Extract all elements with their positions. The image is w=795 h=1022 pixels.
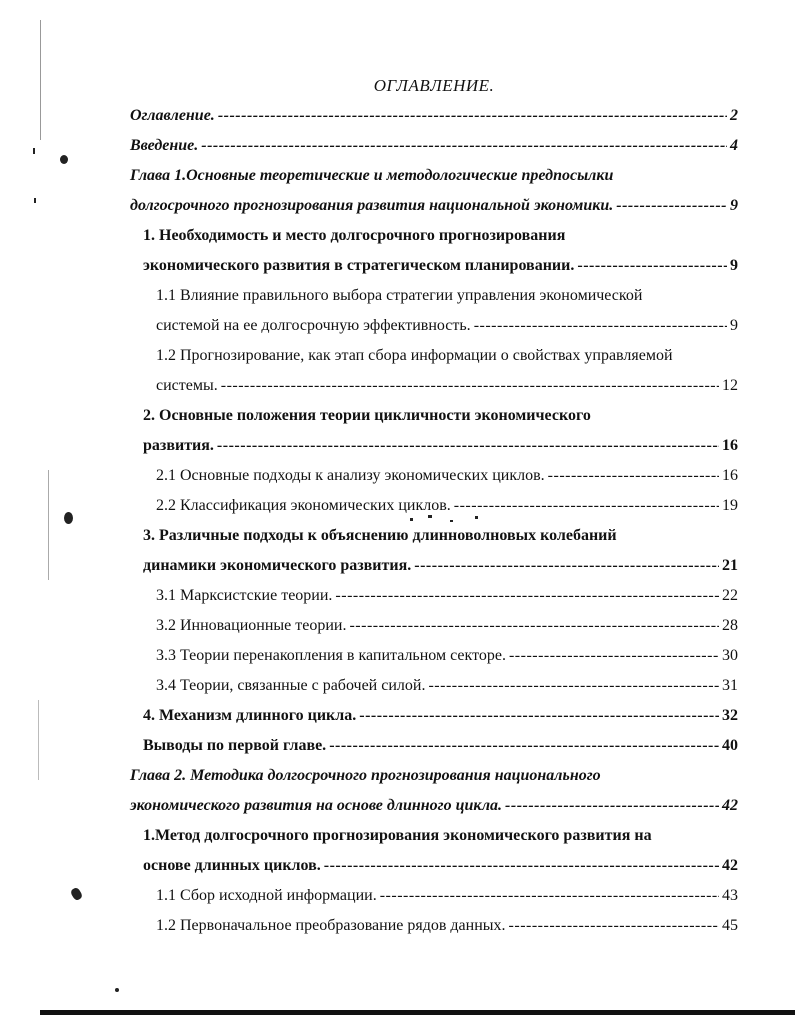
toc-leader <box>221 376 719 396</box>
toc-section-heading <box>143 526 738 546</box>
toc-entry-page: 9 <box>730 317 738 334</box>
toc-leader <box>201 136 727 156</box>
scan-speck <box>60 155 68 164</box>
scan-speck <box>410 518 413 521</box>
toc-leader <box>349 616 719 636</box>
toc-entry <box>156 916 738 936</box>
toc-subsection-heading <box>156 346 738 366</box>
toc-leader <box>335 586 719 606</box>
toc-leader <box>548 466 719 486</box>
toc-entry-page: 43 <box>722 887 738 904</box>
toc-entry <box>156 646 738 666</box>
toc-entry-page: 9 <box>730 257 738 274</box>
toc-leader <box>428 676 719 696</box>
toc-entry-page: 40 <box>722 737 738 754</box>
toc-entry-text: 1.Метод долгосрочного прогнозирования экономического развития на <box>143 827 652 844</box>
toc-leader <box>454 496 719 516</box>
toc-leader <box>359 706 719 726</box>
toc-leader <box>509 916 719 936</box>
toc-entry <box>130 196 738 216</box>
toc-leader <box>324 856 719 876</box>
toc-section-heading <box>143 226 738 246</box>
toc-entry-text: 4. Механизм длинного цикла. <box>143 707 357 724</box>
scan-bottom-edge <box>40 1010 795 1015</box>
toc-entry <box>143 556 738 576</box>
toc-entry-page: 16 <box>722 467 738 484</box>
scan-speck <box>475 516 478 519</box>
scan-speck <box>428 515 432 518</box>
toc-entry-text: Введение. <box>130 137 199 154</box>
toc-entry-page: 19 <box>722 497 738 514</box>
toc-entry-text: 2. Основные положения теории цикличности экономического <box>143 407 591 424</box>
toc-section-heading <box>143 406 738 426</box>
scan-speck <box>34 198 36 203</box>
toc-entry-page: 21 <box>722 557 738 574</box>
toc-entry-page: 42 <box>722 797 738 814</box>
toc-entry <box>130 136 738 156</box>
toc-entry <box>143 256 738 276</box>
toc-entry <box>156 496 738 516</box>
toc-entry-text: системой на ее долгосрочную эффективность. <box>156 317 471 334</box>
toc-entry-text: 1. Необходимость и место долгосрочного прогнозирования <box>143 227 566 244</box>
toc-entry-text: экономического развития в стратегическом планировании. <box>143 257 575 274</box>
toc-entry-page: 4 <box>730 137 738 154</box>
toc-entry-text: развития. <box>143 437 214 454</box>
toc-entry-text: 2.2 Классификация экономических циклов. <box>156 497 451 514</box>
toc-entry-page: 9 <box>730 197 738 214</box>
toc-chapter-heading <box>130 166 738 186</box>
toc-subsection-heading <box>156 286 738 306</box>
toc-entry-page: 16 <box>722 437 738 454</box>
toc-leader <box>474 316 727 336</box>
toc-entry <box>156 886 738 906</box>
toc-chapter-heading <box>130 766 738 786</box>
toc-entry <box>156 376 738 396</box>
scan-left-edge-line <box>38 700 39 780</box>
toc-entry-text: динамики экономического развития. <box>143 557 412 574</box>
toc-entry-text: 3.1 Марксистские теории. <box>156 587 333 604</box>
toc-entry-text: основе длинных циклов. <box>143 857 321 874</box>
toc-entry <box>143 436 738 456</box>
toc-entry <box>130 796 738 816</box>
toc-entry-text: Выводы по первой главе. <box>143 737 327 754</box>
toc-entry-text: Глава 2. Методика долгосрочного прогнозирования национального <box>130 767 601 784</box>
toc-section-heading <box>143 826 738 846</box>
toc-entry-page: 45 <box>722 917 738 934</box>
toc-entry-text: 3.2 Инновационные теории. <box>156 617 347 634</box>
toc-entry-text: 3. Различные подходы к объяснению длинноволновых колебаний <box>143 527 617 544</box>
toc-entry-text: 1.2 Первоначальное преобразование рядов данных. <box>156 917 506 934</box>
toc-leader <box>329 736 719 756</box>
toc-entry-page: 42 <box>722 857 738 874</box>
toc-entry-page: 12 <box>722 377 738 394</box>
toc-entry-page: 2 <box>730 107 738 124</box>
toc-leader <box>414 556 719 576</box>
toc-leader <box>218 106 727 126</box>
toc-leader <box>380 886 719 906</box>
toc-entry <box>143 736 738 756</box>
toc-leader <box>217 436 719 456</box>
toc-leader <box>577 256 727 276</box>
toc-entry-text: системы. <box>156 377 218 394</box>
toc-entry-text: 3.4 Теории, связанные с рабочей силой. <box>156 677 426 694</box>
scan-speck <box>450 520 453 522</box>
toc-entry <box>156 616 738 636</box>
toc-entry-text: Оглавление. <box>130 107 215 124</box>
scan-left-edge-line <box>40 20 41 140</box>
toc-entry <box>156 316 738 336</box>
toc-entry <box>130 106 738 126</box>
toc-leader <box>509 646 719 666</box>
toc-entry <box>156 586 738 606</box>
toc-entry-page: 30 <box>722 647 738 664</box>
toc-entry-page: 32 <box>722 707 738 724</box>
toc-entry-text: 3.3 Теории перенакопления в капитальном секторе. <box>156 647 506 664</box>
toc-entry-text: долгосрочного прогнозирования развития национальной экономики. <box>130 197 614 214</box>
toc-entry <box>143 856 738 876</box>
scan-speck <box>70 887 84 902</box>
toc-entry <box>143 706 738 726</box>
toc-entry-text: 2.1 Основные подходы к анализу экономических циклов. <box>156 467 545 484</box>
toc-entry-page: 31 <box>722 677 738 694</box>
scan-speck <box>115 988 119 992</box>
toc-entry <box>156 676 738 696</box>
toc-entry-page: 22 <box>722 587 738 604</box>
scan-speck <box>33 148 35 154</box>
toc-leader <box>616 196 727 216</box>
toc-entry-text: 1.1 Сбор исходной информации. <box>156 887 377 904</box>
toc-entry-text: Глава 1.Основные теоретические и методологические предпосылки <box>130 167 614 184</box>
toc-entry-text: 1.1 Влияние правильного выбора стратегии управления экономической <box>156 287 643 304</box>
toc-entry-text: экономического развития на основе длинного цикла. <box>130 797 503 814</box>
scan-left-edge-line <box>48 470 49 580</box>
toc-entry <box>156 466 738 486</box>
toc-entry-page: 28 <box>722 617 738 634</box>
toc-title: ОГЛАВЛЕНИЕ. <box>373 76 495 95</box>
scan-speck <box>64 512 73 524</box>
toc-leader <box>505 796 719 816</box>
toc-entry-text: 1.2 Прогнозирование, как этап сбора информации о свойствах управляемой <box>156 347 673 364</box>
